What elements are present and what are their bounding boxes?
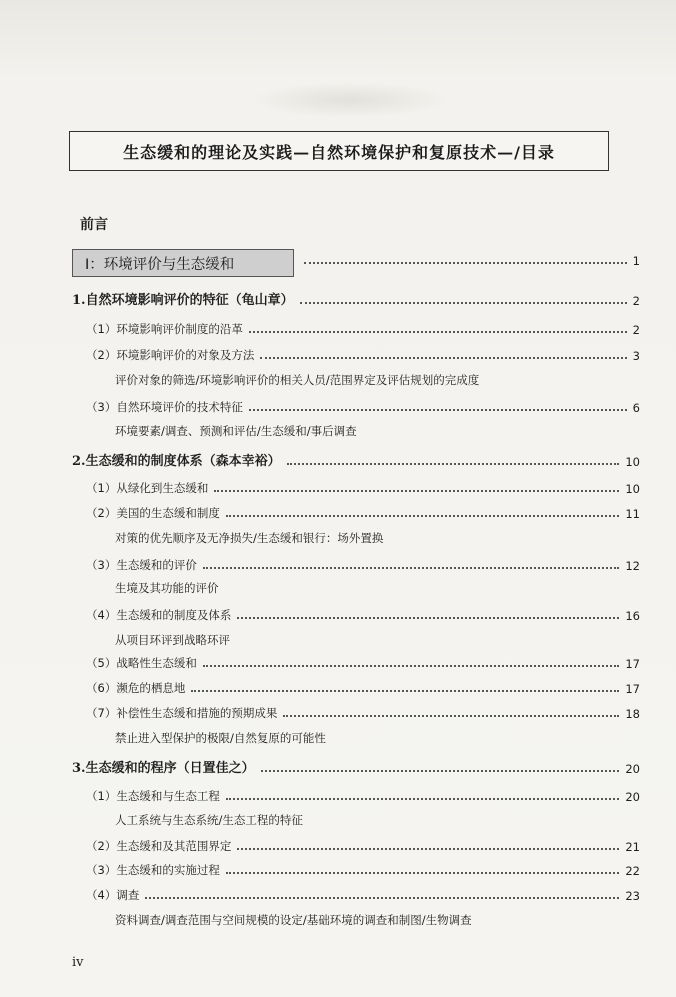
section-title: （1）从绿化到生态缓和 <box>86 481 209 495</box>
leader-dots <box>191 690 619 692</box>
toc-section-row <box>86 605 640 623</box>
toc-section-row <box>86 678 640 696</box>
chapter-title: 2.生态缓和的制度体系（森本幸裕） <box>72 454 281 469</box>
page-number: 21 <box>625 840 640 854</box>
section-title: （1）生态缓和与生态工程 <box>86 789 220 803</box>
leader-dots <box>203 567 620 569</box>
leader-dots <box>203 665 620 667</box>
section-title: （3）自然环境评价的技术特征 <box>86 400 243 414</box>
leader-dots <box>237 848 619 850</box>
page-number: 10 <box>625 482 640 496</box>
toc-section-row <box>86 478 640 496</box>
entry-subtitle: 资料调查/调查范围与空间规模的设定/基础环境的调查和制图/生物调查 <box>115 913 472 927</box>
entry-subtitle: 环境要素/调查、预测和评估/生态缓和/事后调查 <box>115 424 357 438</box>
part-heading: Ⅰ：环境评价与生态缓和 <box>85 256 235 273</box>
entry-subtitle: 生境及其功能的评价 <box>115 581 219 595</box>
section-title: （3）生态缓和的实施过程 <box>86 863 220 877</box>
page-number: 2 <box>632 323 640 337</box>
section-title: （5）战略性生态缓和 <box>86 656 197 670</box>
toc-section-row <box>86 503 640 521</box>
leader-dots <box>145 897 619 899</box>
toc-title: 生态缓和的理论及实践—自然环境保护和复原技术—/目录 <box>123 142 555 162</box>
page-number: 22 <box>625 864 640 878</box>
toc-section-row <box>86 397 640 415</box>
toc-chapter-row <box>72 451 640 469</box>
section-title: （6）濒危的栖息地 <box>86 681 186 695</box>
page-number: 17 <box>625 682 640 696</box>
entry-subtitle: 禁止进入型保护的极限/自然复原的可能性 <box>115 731 326 745</box>
leader-dots <box>283 715 619 717</box>
page-number: 16 <box>625 609 640 623</box>
toc-chapter-row <box>72 290 640 308</box>
page-folio: iv <box>72 955 84 970</box>
page-number: 20 <box>625 790 640 804</box>
part-leader-row <box>304 250 640 268</box>
leader-dots <box>249 409 627 411</box>
toc-section-row <box>86 555 640 573</box>
section-title: （2）环境影响评价的对象及方法 <box>86 348 255 362</box>
leader-dots <box>226 798 620 800</box>
leader-dots <box>261 770 620 772</box>
leader-dots <box>300 302 627 304</box>
page-number: 12 <box>625 559 640 573</box>
page-number: 10 <box>625 455 640 469</box>
part-page-number: 1 <box>632 254 640 268</box>
leader-dots <box>260 357 626 359</box>
section-title: （1）环境影响评价制度的沿革 <box>86 322 243 336</box>
toc-section-row <box>86 319 640 337</box>
bleed-through-shadow <box>250 82 450 118</box>
leader-dots <box>226 515 620 517</box>
toc-section-row <box>86 885 640 903</box>
entry-subtitle: 人工系统与生态系统/生态工程的特征 <box>115 813 303 827</box>
leader-dots <box>287 463 620 465</box>
entry-subtitle: 评价对象的筛选/环境影响评价的相关人员/范围界定及评估规划的完成度 <box>115 373 480 387</box>
leader-dots <box>214 490 619 492</box>
part-heading-box <box>72 249 294 277</box>
preface-heading: 前言 <box>80 217 108 233</box>
page-number: 17 <box>625 657 640 671</box>
page-number: 23 <box>625 889 640 903</box>
page-number: 2 <box>632 294 640 308</box>
leader-dots <box>249 331 627 333</box>
toc-section-row <box>86 860 640 878</box>
chapter-title: 3.生态缓和的程序（日置佳之） <box>72 761 255 776</box>
section-title: （7）补偿性生态缓和措施的预期成果 <box>86 706 278 720</box>
leader-dots <box>237 617 619 619</box>
toc-section-row <box>86 653 640 671</box>
section-title: （2）美国的生态缓和制度 <box>86 506 220 520</box>
section-title: （3）生态缓和的评价 <box>86 558 197 572</box>
toc-title-box <box>69 131 609 171</box>
leader-dots <box>304 262 627 264</box>
page-number: 18 <box>625 707 640 721</box>
section-title: （4）生态缓和的制度及体系 <box>86 608 232 622</box>
entry-subtitle: 从项目环评到战略环评 <box>115 633 230 647</box>
toc-section-row <box>86 786 640 804</box>
section-title: （4）调查 <box>86 888 140 902</box>
toc-section-row <box>86 703 640 721</box>
leader-dots <box>226 872 620 874</box>
page-number: 3 <box>632 349 640 363</box>
page-number: 6 <box>632 401 640 415</box>
toc-chapter-row <box>72 758 640 776</box>
page-number: 11 <box>625 507 640 521</box>
chapter-title: 1.自然环境影响评价的特征（龟山章） <box>72 293 294 308</box>
section-title: （2）生态缓和及其范围界定 <box>86 839 232 853</box>
toc-section-row <box>86 345 640 363</box>
entry-subtitle: 对策的优先顺序及无净损失/生态缓和银行：场外置换 <box>115 531 384 545</box>
toc-section-row <box>86 836 640 854</box>
page-number: 20 <box>625 762 640 776</box>
